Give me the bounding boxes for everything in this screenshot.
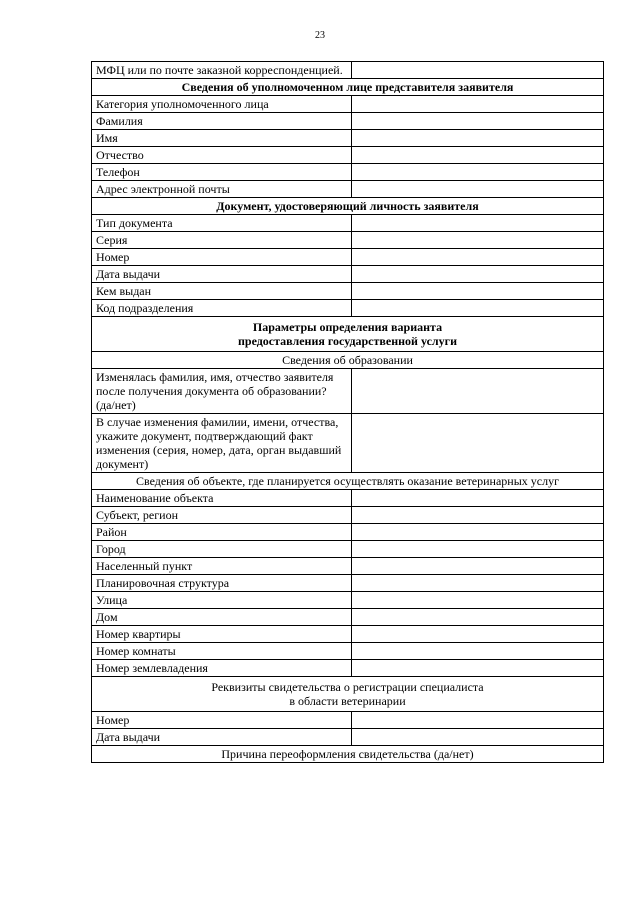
section-header-row (92, 473, 604, 490)
field-value[interactable] (352, 507, 604, 524)
field-value[interactable] (352, 626, 604, 643)
table-row (92, 660, 604, 677)
field-value[interactable] (352, 300, 604, 317)
parameters-section-heading (92, 317, 604, 352)
field-label: Дата выдачи (92, 729, 352, 746)
identity-document-section-heading: Документ, удостоверяющий личность заявителя (92, 198, 604, 215)
table-row (92, 232, 604, 249)
table-row (92, 96, 604, 113)
table-row (92, 712, 604, 729)
table-row (92, 130, 604, 147)
table-row (92, 300, 604, 317)
table-row (92, 266, 604, 283)
table-row (92, 62, 604, 79)
section-header-row (92, 198, 604, 215)
application-form-table (91, 61, 604, 763)
field-label: Район (92, 524, 352, 541)
field-value[interactable] (352, 249, 604, 266)
table-row (92, 147, 604, 164)
table-row (92, 490, 604, 507)
table-row (92, 507, 604, 524)
certificate-heading-line2: в области ветеринарии (289, 694, 406, 708)
section-header-row (92, 317, 604, 352)
table-row (92, 369, 604, 414)
identity-document-fields (92, 215, 604, 317)
table-row (92, 215, 604, 232)
field-value[interactable] (352, 215, 604, 232)
table-row (92, 113, 604, 130)
field-label: Номер (92, 712, 352, 729)
name-change-document-label: В случае изменения фамилии, имени, отчества, укажите документ, подтверждающий факт изменения (серия, номер, дата, орган выдавший документ) (92, 414, 352, 473)
field-label: Фамилия (92, 113, 352, 130)
field-label: Телефон (92, 164, 352, 181)
field-value[interactable] (352, 660, 604, 677)
submission-method-label: МФЦ или по почте заказной корреспонденцией. (92, 62, 352, 79)
certificate-section-heading (92, 677, 604, 712)
field-label: Отчество (92, 147, 352, 164)
field-label: Дом (92, 609, 352, 626)
field-label: Тип документа (92, 215, 352, 232)
certificate-heading-line1: Реквизиты свидетельства о регистрации специалиста (211, 680, 484, 694)
field-label: Кем выдан (92, 283, 352, 300)
page-number: 23 (315, 30, 325, 41)
field-value[interactable] (352, 643, 604, 660)
field-label: Серия (92, 232, 352, 249)
name-change-question-label: Изменялась фамилия, имя, отчество заявителя после получения документа об образовании? (да/нет) (92, 369, 352, 414)
parameters-heading-line2: предоставления государственной услуги (237, 334, 458, 348)
field-value[interactable] (352, 524, 604, 541)
parameters-heading-line1: Параметры определения варианта (252, 320, 443, 334)
field-value[interactable] (352, 541, 604, 558)
table-row (92, 283, 604, 300)
table-row (92, 181, 604, 198)
field-value[interactable] (352, 164, 604, 181)
table-row (92, 414, 604, 473)
table-row (92, 729, 604, 746)
section-header-row (92, 746, 604, 763)
table-row (92, 592, 604, 609)
field-label: Город (92, 541, 352, 558)
table-row (92, 524, 604, 541)
field-value[interactable] (352, 96, 604, 113)
field-value[interactable] (352, 490, 604, 507)
field-value[interactable] (352, 609, 604, 626)
table-row (92, 541, 604, 558)
education-section-heading: Сведения об образовании (92, 352, 604, 369)
field-label: Имя (92, 130, 352, 147)
field-label: Планировочная структура (92, 575, 352, 592)
submission-method-value[interactable] (352, 62, 604, 79)
field-value[interactable] (352, 283, 604, 300)
field-label: Населенный пункт (92, 558, 352, 575)
field-value[interactable] (352, 113, 604, 130)
field-label: Код подразделения (92, 300, 352, 317)
table-row (92, 249, 604, 266)
section-header-row (92, 79, 604, 96)
object-section-heading: Сведения об объекте, где планируется осуществлять оказание ветеринарных услуг (92, 473, 604, 490)
field-label: Категория уполномоченного лица (92, 96, 352, 113)
field-label: Наименование объекта (92, 490, 352, 507)
field-label: Дата выдачи (92, 266, 352, 283)
field-label: Номер квартиры (92, 626, 352, 643)
field-label: Номер (92, 249, 352, 266)
representative-fields (92, 96, 604, 198)
table-row (92, 643, 604, 660)
table-row (92, 558, 604, 575)
certificate-fields (92, 712, 604, 746)
field-value[interactable] (352, 712, 604, 729)
field-label: Адрес электронной почты (92, 181, 352, 198)
field-value[interactable] (352, 266, 604, 283)
field-label: Улица (92, 592, 352, 609)
field-value[interactable] (352, 181, 604, 198)
field-value[interactable] (352, 575, 604, 592)
field-value[interactable] (352, 592, 604, 609)
section-header-row (92, 352, 604, 369)
field-value[interactable] (352, 729, 604, 746)
field-value[interactable] (352, 147, 604, 164)
field-value[interactable] (352, 558, 604, 575)
field-label: Номер комнаты (92, 643, 352, 660)
reissue-reason-heading: Причина переоформления свидетельства (да/нет) (92, 746, 604, 763)
section-header-row (92, 677, 604, 712)
field-value[interactable] (352, 130, 604, 147)
table-row (92, 575, 604, 592)
table-row (92, 609, 604, 626)
table-row (92, 626, 604, 643)
table-row (92, 164, 604, 181)
representative-section-heading: Сведения об уполномоченном лице представителя заявителя (92, 79, 604, 96)
field-label: Субъект, регион (92, 507, 352, 524)
name-change-document-value[interactable] (352, 414, 604, 473)
field-label: Номер землевладения (92, 660, 352, 677)
name-change-question-value[interactable] (352, 369, 604, 414)
field-value[interactable] (352, 232, 604, 249)
object-fields (92, 490, 604, 677)
